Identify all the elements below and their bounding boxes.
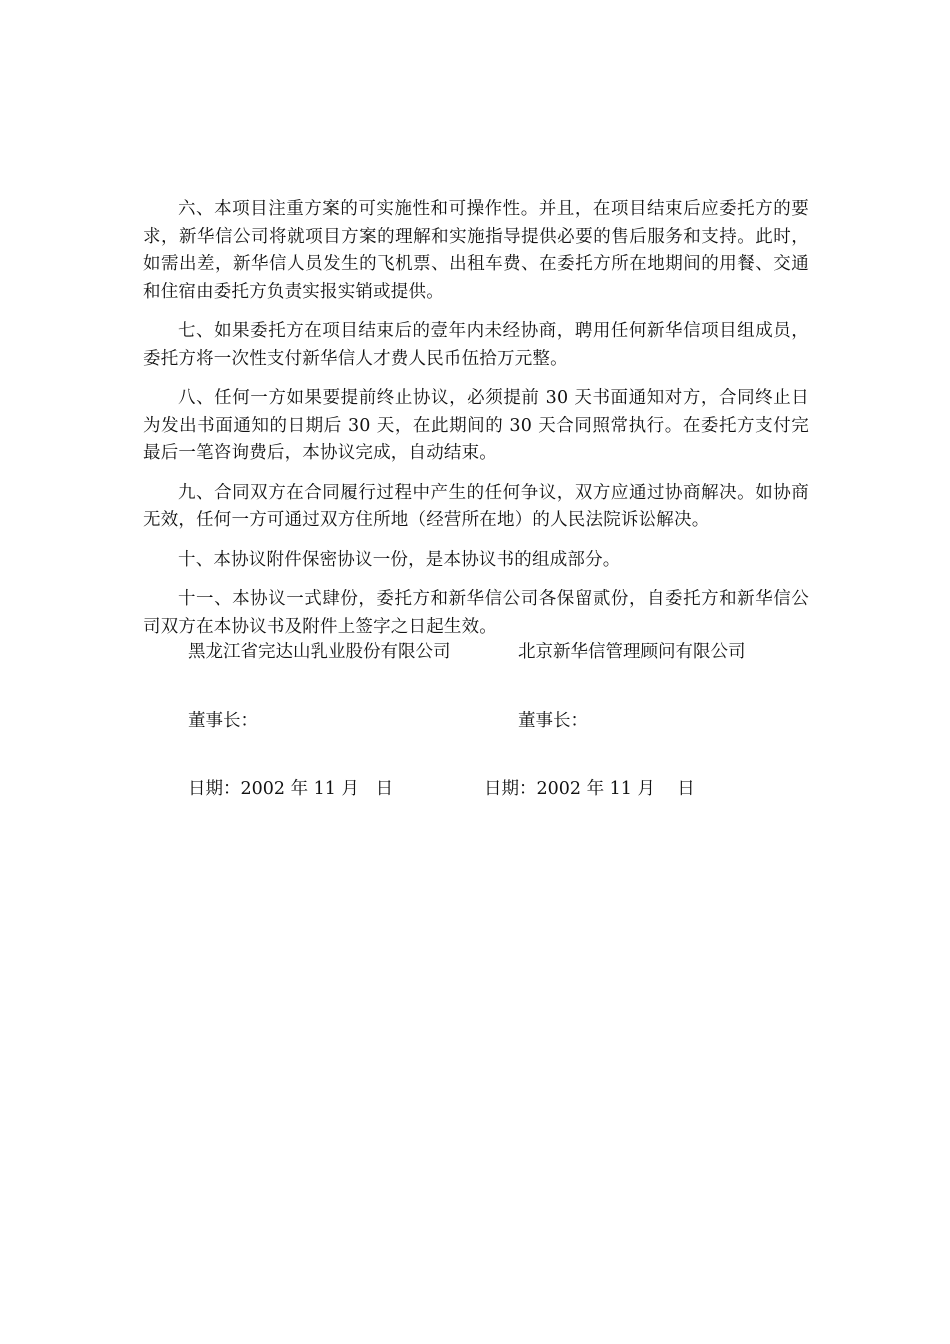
left-chairman-label: 董事长： <box>188 711 258 731</box>
clause-9: 九、合同双方在合同履行过程中产生的任何争议，双方应通过协商解决。如协商无效，任何一方可通过双方住所地（经营所在地）的人民法院诉讼解决。 <box>143 482 809 530</box>
clause-11: 十一、本协议一式肆份，委托方和新华信公司各保留贰份，自委托方和新华信公司双方在本协议书及附件上签字之日起生效。 <box>143 589 809 637</box>
clause-8: 八、任何一方如果要提前终止协议，必须提前 30 天书面通知对方，合同终止日为发出书面通知的日期后 30 天，在此期间的 30 天合同照常执行。在委托方支付完最后一笔咨询费后，本协议完成，自动结束。 <box>143 388 809 463</box>
right-date: 日期：2002 年 11 月 日 <box>484 779 695 799</box>
left-party-company: 黑龙江省完达山乳业股份有限公司 <box>188 642 451 662</box>
clause-10: 十、本协议附件保密协议一份，是本协议书的组成部分。 <box>178 549 621 570</box>
right-party-company: 北京新华信管理顾问有限公司 <box>518 642 746 662</box>
contract-clauses <box>143 196 809 653</box>
clause-6: 六、本项目注重方案的可实施性和可操作性。并且，在项目结束后应委托方的要求，新华信公司将就项目方案的理解和实施指导提供必要的售后服务和支持。此时，如需出差，新华信人员发生的飞机票、出租车费、在委托方所在地期间的用餐、交通和住宿由委托方负责实报实销或提供。 <box>143 199 809 302</box>
clause-7: 七、如果委托方在项目结束后的壹年内未经协商，聘用任何新华信项目组成员，委托方将一次性支付新华信人才费人民币伍拾万元整。 <box>143 321 809 369</box>
right-chairman-label: 董事长： <box>518 711 588 731</box>
left-date: 日期：2002 年 11 月 日 <box>188 779 394 799</box>
